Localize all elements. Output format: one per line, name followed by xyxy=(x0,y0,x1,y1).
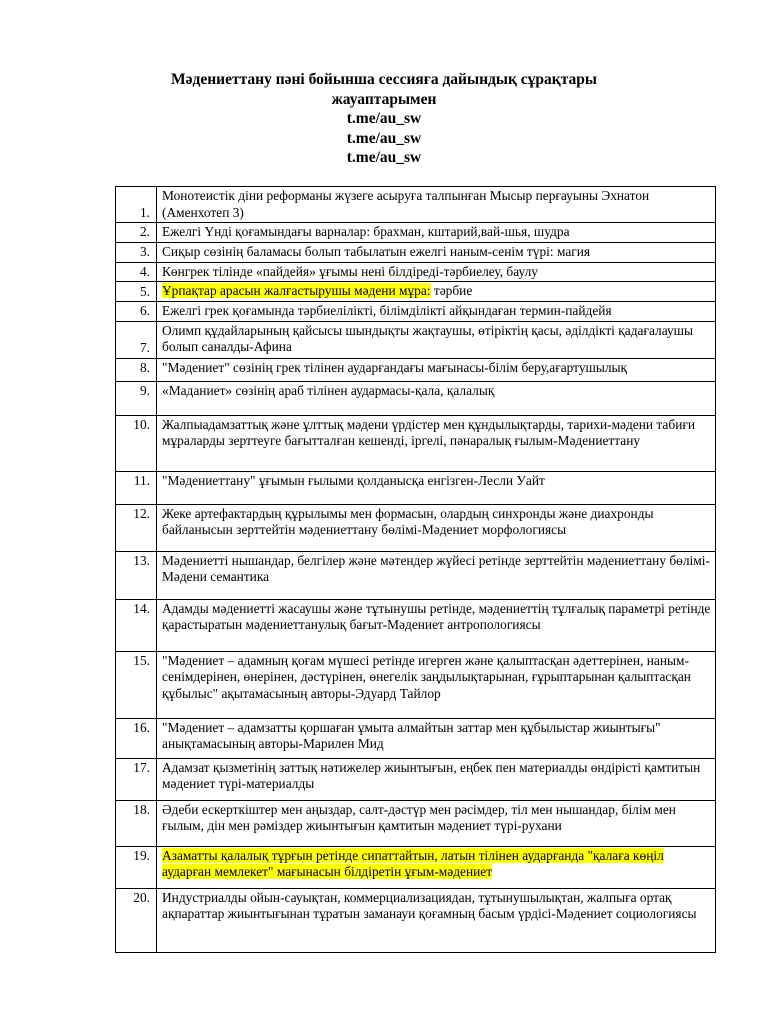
row-text: Ежелгі грек қоғамында тәрбиелілікті, білімділікті айқындаған термин-пайдейя xyxy=(157,302,716,322)
link-line: t.me/au_sw xyxy=(346,129,422,147)
row-text xyxy=(157,282,716,302)
row-text: Жеке артефактардың құрылымы мен формасын, олардың синхронды және диахронды байланысын зерттейтін мәдениеттану бөлімі-Мәдениет морфологиясы xyxy=(157,504,716,551)
row-number: 5. xyxy=(116,282,157,302)
table-row xyxy=(116,800,716,846)
row-number: 8. xyxy=(116,358,157,381)
row-text: "Мәдениет" сөзінің грек тілінен аударғандағы мағынасы-білім беру,ағартушылық xyxy=(157,358,716,381)
row-number: 17. xyxy=(116,758,157,800)
table-row xyxy=(116,381,716,415)
document-title xyxy=(0,70,768,168)
row-number: 12. xyxy=(116,504,157,551)
table-row xyxy=(116,187,716,223)
row-text: Монотеистік діни реформаны жүзеге асыруға талпынған Мысыр перғауыны Эхнатон (Аменхотеп 3) xyxy=(157,187,716,223)
row-number: 18. xyxy=(116,800,157,846)
row-number: 15. xyxy=(116,651,157,718)
table-row xyxy=(116,718,716,758)
table-row xyxy=(116,651,716,718)
row-number: 11. xyxy=(116,471,157,504)
row-number: 2. xyxy=(116,223,157,243)
table-row xyxy=(116,846,716,888)
table-row xyxy=(116,282,716,302)
table-row xyxy=(116,415,716,471)
row-text: Адамды мәдениетті жасаушы және тұтынушы ретінде, мәдениеттің тұлғалық параметрі ретінде қарастыратын мәдениеттанулық бағыт-Мәдениет антропологиясы xyxy=(157,599,716,651)
table-row xyxy=(116,242,716,262)
table-row xyxy=(116,599,716,651)
row-text: Әдеби ескерткіштер мен аңыздар, салт-дәстүр мен рәсімдер, тіл мен нышандар, білім мен ғылым, дін мен рәміздер жиынтығын қамтитын мәдениет түрі-рухани xyxy=(157,800,716,846)
row-number: 10. xyxy=(116,415,157,471)
row-text: "Мәдениет – адамның қоғам мүшесі ретінде игерген және қалыптасқан әдеттерінен, наным-сенімдерінен, өнерінен, дәстүрінен, өнегелік заңдылықтарынан, ғұрыптарынан қалыптасқан құбылыс" ақытамасының авторы-Эдуард Тайлор xyxy=(157,651,716,718)
link-line: t.me/au_sw xyxy=(346,110,422,127)
table-row xyxy=(116,223,716,243)
qa-table xyxy=(115,186,716,953)
title-line: Мәдениеттану пәні бойынша сессияға дайындық сұрақтары xyxy=(171,71,597,88)
highlighted-text: Ұрпақтар арасын жалғастырушы мәдени мұра: xyxy=(162,283,431,298)
row-number: 1. xyxy=(116,187,157,223)
row-number: 16. xyxy=(116,718,157,758)
link-line: t.me/au_sw xyxy=(346,149,422,166)
table-row xyxy=(116,321,716,358)
row-text xyxy=(157,846,716,888)
row-text: "Мәдениет – адамзатты қоршаған ұмыта алмайтын заттар мен құбылыстар жиынтығы" анықтамасының авторы-Марилен Мид xyxy=(157,718,716,758)
row-text: «Маданиет» сөзінің араб тілінен аудармасы-қала, қалалық xyxy=(157,381,716,415)
row-text-rest: тәрбие xyxy=(430,283,473,298)
table-row xyxy=(116,302,716,322)
table-row xyxy=(116,471,716,504)
row-text: Мәдениетті нышандар, белгілер және мәтендер жүйесі ретінде зерттейтін мәдениеттану бөлімі-Мәдени семантика xyxy=(157,551,716,599)
row-number: 13. xyxy=(116,551,157,599)
title-line: жауаптарымен xyxy=(331,90,437,108)
row-text: Ежелгі Үнді қоғамындағы варналар: брахман, кштарий,вай-шья, шудра xyxy=(157,223,716,243)
row-text: Индустриалды ойын-сауықтан, коммерциализациядан, тұтынушылықтан, жалпыға ортақ ақпараттар жиынтығынан тұратын заманауи қоғамның басым үрдісі-Мәдениет социологиясы xyxy=(157,888,716,952)
row-number: 20. xyxy=(116,888,157,952)
row-number: 3. xyxy=(116,242,157,262)
table-row xyxy=(116,551,716,599)
row-text: Көнгрек тілінде «пайдейя» ұғымы нені білдіреді-тәрбиелеу, баулу xyxy=(157,262,716,282)
row-text: Олимп құдайларының қайсысы шындықты жақтаушы, өтіріктің қасы, әділдікті қадағалаушы болып саналды-Афина xyxy=(157,321,716,358)
row-text: Сиқыр сөзінің баламасы болып табылатын ежелгі наным-сенім түрі: магия xyxy=(157,242,716,262)
row-number: 14. xyxy=(116,599,157,651)
row-text: "Мәдениеттану" ұғымын ғылыми қолданысқа енгізген-Лесли Уайт xyxy=(157,471,716,504)
row-number: 4. xyxy=(116,262,157,282)
table-row xyxy=(116,358,716,381)
table-row xyxy=(116,888,716,952)
highlighted-text: Азаматты қалалық тұрғын ретінде сипаттайтын, латын тілінен аударғанда "қалаға көңіл аударған мемлекет" мағынасын білдіретін ұғым-мәдениет xyxy=(162,847,664,879)
row-number: 7. xyxy=(116,321,157,358)
table-row xyxy=(116,758,716,800)
row-text: Жалпыадамзаттық және ұлттық мәдени үрдістер мен құндылықтарды, тарихи-мәдени табиғи мұраларды зерттеуге бағытталған кешенді, іргелі, пәнаралық ғылым-Мәдениеттану xyxy=(157,415,716,471)
row-number: 9. xyxy=(116,381,157,415)
row-number: 6. xyxy=(116,302,157,322)
row-text: Адамзат қызметінің заттық нәтижелер жиынтығын, еңбек пен материалды өндірісті қамтитын мәдениет түрі-материалды xyxy=(157,758,716,800)
table-row xyxy=(116,262,716,282)
row-number: 19. xyxy=(116,846,157,888)
table-row xyxy=(116,504,716,551)
